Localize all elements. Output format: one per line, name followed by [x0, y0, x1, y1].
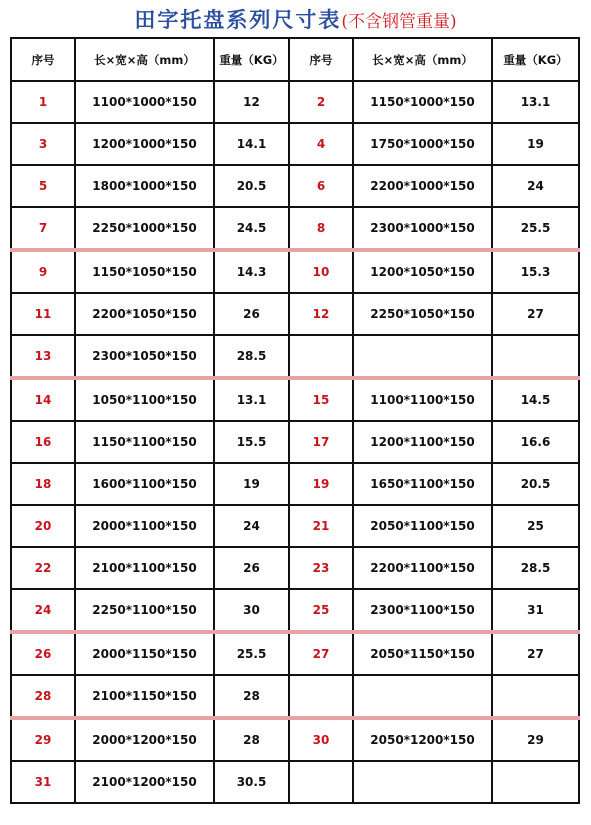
table-row [11, 293, 579, 335]
cell-index-left: 1 [11, 81, 75, 123]
cell-index-right [289, 675, 353, 718]
cell-weight-right: 14.5 [492, 378, 579, 421]
cell-index-left: 11 [11, 293, 75, 335]
table-row [11, 123, 579, 165]
cell-size-left: 1150*1050*150 [75, 250, 214, 293]
cell-size-left: 2100*1150*150 [75, 675, 214, 718]
cell-size-right: 1750*1000*150 [353, 123, 492, 165]
table-row [11, 81, 579, 123]
cell-size-left: 2200*1050*150 [75, 293, 214, 335]
cell-weight-left: 14.3 [214, 250, 289, 293]
cell-size-right: 2300*1000*150 [353, 207, 492, 250]
header-weight-right: 重量（KG） [492, 38, 579, 81]
cell-index-left: 28 [11, 675, 75, 718]
cell-size-left: 1100*1000*150 [75, 81, 214, 123]
cell-weight-right: 24 [492, 165, 579, 207]
table-row [11, 718, 579, 761]
cell-size-left: 2250*1000*150 [75, 207, 214, 250]
title-main: 田字托盘系列尺寸表 [134, 8, 342, 32]
header-index-right: 序号 [289, 38, 353, 81]
cell-index-right: 30 [289, 718, 353, 761]
cell-weight-left: 25.5 [214, 632, 289, 675]
cell-index-right: 12 [289, 293, 353, 335]
table-row [11, 165, 579, 207]
cell-size-left: 2250*1100*150 [75, 589, 214, 632]
cell-index-right: 21 [289, 505, 353, 547]
cell-index-right: 2 [289, 81, 353, 123]
cell-index-left: 5 [11, 165, 75, 207]
cell-weight-right: 25.5 [492, 207, 579, 250]
cell-size-right: 1650*1100*150 [353, 463, 492, 505]
cell-size-left: 1600*1100*150 [75, 463, 214, 505]
cell-size-left: 1050*1100*150 [75, 378, 214, 421]
table-row [11, 250, 579, 293]
cell-size-left: 2000*1150*150 [75, 632, 214, 675]
cell-index-left: 7 [11, 207, 75, 250]
cell-weight-left: 26 [214, 547, 289, 589]
table-row [11, 761, 579, 803]
cell-index-right [289, 761, 353, 803]
cell-weight-right: 15.3 [492, 250, 579, 293]
cell-weight-right: 25 [492, 505, 579, 547]
cell-index-right: 10 [289, 250, 353, 293]
cell-index-left: 24 [11, 589, 75, 632]
cell-size-left: 2100*1100*150 [75, 547, 214, 589]
cell-size-right: 2050*1200*150 [353, 718, 492, 761]
cell-index-right: 27 [289, 632, 353, 675]
cell-index-right: 19 [289, 463, 353, 505]
table-row [11, 335, 579, 378]
header-row [11, 38, 579, 81]
cell-size-right: 1100*1100*150 [353, 378, 492, 421]
cell-weight-left: 15.5 [214, 421, 289, 463]
cell-size-right: 1200*1100*150 [353, 421, 492, 463]
cell-index-left: 26 [11, 632, 75, 675]
cell-index-left: 9 [11, 250, 75, 293]
cell-index-right: 23 [289, 547, 353, 589]
cropped-footer-text [0, 817, 591, 825]
cell-weight-left: 12 [214, 81, 289, 123]
cell-size-left: 1200*1000*150 [75, 123, 214, 165]
cell-index-right: 15 [289, 378, 353, 421]
cell-weight-right [492, 675, 579, 718]
cell-index-left: 16 [11, 421, 75, 463]
cell-weight-right: 27 [492, 293, 579, 335]
header-size-right: 长×宽×高（mm） [353, 38, 492, 81]
cell-weight-left: 19 [214, 463, 289, 505]
cell-index-right [289, 335, 353, 378]
cell-weight-right: 19 [492, 123, 579, 165]
table-row [11, 463, 579, 505]
cell-size-right: 2250*1050*150 [353, 293, 492, 335]
header-size-left: 长×宽×高（mm） [75, 38, 214, 81]
cell-size-left: 1800*1000*150 [75, 165, 214, 207]
cell-weight-right [492, 335, 579, 378]
cell-weight-left: 13.1 [214, 378, 289, 421]
cell-size-left: 1150*1100*150 [75, 421, 214, 463]
cell-weight-right: 13.1 [492, 81, 579, 123]
cell-size-right: 1150*1000*150 [353, 81, 492, 123]
table-row [11, 421, 579, 463]
cell-index-left: 31 [11, 761, 75, 803]
table-row [11, 589, 579, 632]
cell-size-left: 2000*1200*150 [75, 718, 214, 761]
cell-index-right: 8 [289, 207, 353, 250]
cell-weight-left: 30 [214, 589, 289, 632]
cell-weight-right: 28.5 [492, 547, 579, 589]
cell-weight-right: 27 [492, 632, 579, 675]
cell-weight-left: 14.1 [214, 123, 289, 165]
cell-weight-left: 26 [214, 293, 289, 335]
table-row [11, 378, 579, 421]
cell-size-left: 2000*1100*150 [75, 505, 214, 547]
cell-size-right: 1200*1050*150 [353, 250, 492, 293]
table-body [11, 81, 579, 803]
cell-index-left: 3 [11, 123, 75, 165]
cell-size-right: 2050*1150*150 [353, 632, 492, 675]
cell-index-left: 13 [11, 335, 75, 378]
cell-weight-left: 20.5 [214, 165, 289, 207]
table-row [11, 632, 579, 675]
cell-index-left: 18 [11, 463, 75, 505]
cell-weight-right: 20.5 [492, 463, 579, 505]
table-row [11, 207, 579, 250]
cell-weight-right: 31 [492, 589, 579, 632]
cell-size-right: 2200*1000*150 [353, 165, 492, 207]
cell-index-right: 6 [289, 165, 353, 207]
cell-index-left: 22 [11, 547, 75, 589]
cell-size-right: 2050*1100*150 [353, 505, 492, 547]
cell-index-left: 29 [11, 718, 75, 761]
table-row [11, 505, 579, 547]
cell-weight-left: 24.5 [214, 207, 289, 250]
table-row [11, 547, 579, 589]
size-table [10, 37, 580, 804]
cell-size-right: 2300*1100*150 [353, 589, 492, 632]
cell-weight-left: 30.5 [214, 761, 289, 803]
cell-index-right: 25 [289, 589, 353, 632]
cell-weight-right: 29 [492, 718, 579, 761]
cell-size-right: 2200*1100*150 [353, 547, 492, 589]
cell-weight-left: 28.5 [214, 335, 289, 378]
cell-size-right [353, 761, 492, 803]
cell-weight-left: 24 [214, 505, 289, 547]
table-row [11, 675, 579, 718]
header-index-left: 序号 [11, 38, 75, 81]
cell-size-left: 2300*1050*150 [75, 335, 214, 378]
header-weight-left: 重量（KG） [214, 38, 289, 81]
cell-weight-left: 28 [214, 675, 289, 718]
cell-size-right [353, 675, 492, 718]
title-note: (不含钢管重量) [341, 12, 457, 32]
cell-index-left: 14 [11, 378, 75, 421]
cell-weight-left: 28 [214, 718, 289, 761]
cell-index-right: 17 [289, 421, 353, 463]
page-title [0, 4, 591, 34]
cell-index-right: 4 [289, 123, 353, 165]
cell-size-left: 2100*1200*150 [75, 761, 214, 803]
cell-weight-right [492, 761, 579, 803]
cell-size-right [353, 335, 492, 378]
cell-index-left: 20 [11, 505, 75, 547]
cell-weight-right: 16.6 [492, 421, 579, 463]
